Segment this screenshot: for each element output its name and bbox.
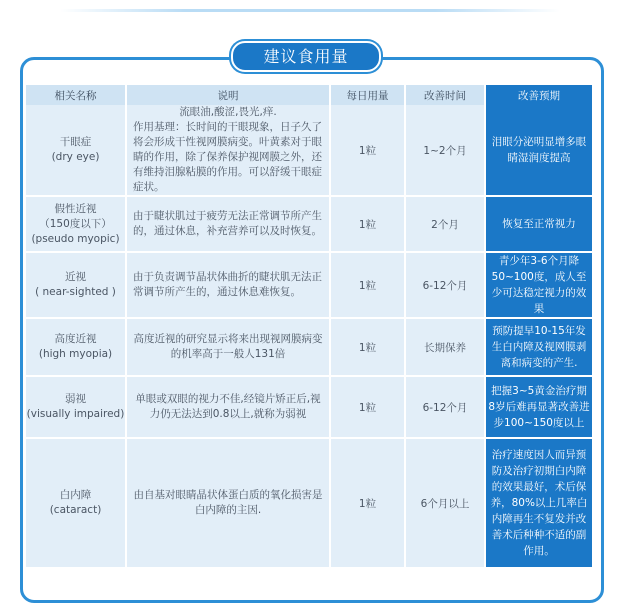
header-expected-effect: 改善预期 [485,85,592,105]
condition-name-cell [26,252,126,318]
header-daily-dose: 每日用量 [330,85,405,105]
header-description: 说明 [126,85,330,105]
expected-effect-cell: 泪眼分泌明显增多眼睛湿润度提高 [485,105,592,196]
section-title: 建议食用量 [231,41,381,72]
daily-dose-cell: 1粒 [330,318,405,376]
description-line: 由自基对眼睛晶状体蛋白质的氧化损害是白内障的主因. [133,489,323,516]
condition-name-en: (high myopia) [38,348,113,360]
table-row [26,105,592,196]
dosage-table [26,85,592,569]
condition-name-cn-note: （150度以下） [39,217,112,230]
improve-time-cell: 6-12个月 [405,376,485,438]
daily-dose-cell: 1粒 [330,376,405,438]
description-line: 单眼或双眼的视力不佳,经镜片矫正后,视力仍无法达到0.8以上,就称为弱视 [135,393,321,420]
condition-name-cell [26,318,126,376]
description-line: 高度近视的研究显示将来出现视网膜病变的机率高于一般人131倍 [133,333,323,360]
description-line: 作用基理：长时间的干眼现象，日子久了将会形成干性视网膜病变。叶黄素对于眼睛的作用，除了保养保护视网膜之外，还有维持泪腺粘膜的作用。可以舒缓干眼症症状。 [133,121,322,193]
table-row [26,252,592,318]
description-cell [126,105,330,196]
description-cell [126,196,330,252]
expected-effect-cell: 恢复至正常视力 [485,196,592,252]
daily-dose-cell: 1粒 [330,105,405,196]
condition-name-cn: 近视 [65,271,86,283]
improve-time-cell: 1~2个月 [405,105,485,196]
description-line: 由于负责调节晶状体曲折的睫状肌无法正常调节所产生的，通过休息难恢复。 [133,271,322,298]
condition-name-cn: 假性近视 [54,202,97,215]
improve-time-cell: 2个月 [405,196,485,252]
table-header-row [26,85,592,105]
condition-name-en: (dry eye) [51,151,100,163]
condition-name-cell [26,438,126,568]
table-row [26,196,592,252]
top-decorative-line [60,9,560,12]
improve-time-cell: 长期保养 [405,318,485,376]
condition-name-cn: 干眼症 [59,136,92,148]
condition-name-en: ( near-sighted ) [35,286,116,298]
description-line: 由于睫状肌过于疲劳无法正常调节所产生的，通过休息，补充营养可以及时恢复。 [133,210,322,237]
daily-dose-cell: 1粒 [330,196,405,252]
header-improve-time: 改善时间 [405,85,485,105]
daily-dose-cell: 1粒 [330,438,405,568]
expected-effect-cell: 青少年3-6个月降50~100度，成人至少可达稳定视力的效果 [485,252,592,318]
condition-name-cn: 弱视 [65,393,86,405]
description-cell [126,318,330,376]
description-line: 流眼油,酸涩,畏光,痒. [179,106,277,118]
description-cell [126,252,330,318]
description-cell [126,438,330,568]
expected-effect-cell: 治疗速度因人而异预防及治疗初期白内障的效果最好，术后保养，80%以上几率白内障再生不复发并改善术后种种不适的副作用。 [485,438,592,568]
table-row [26,376,592,438]
table-row [26,318,592,376]
description-cell [126,376,330,438]
condition-name-cell [26,376,126,438]
condition-name-cell [26,196,126,252]
condition-name-en: (visually impaired) [26,408,125,420]
condition-name-cn: 高度近视 [54,333,97,345]
expected-effect-cell: 预防提早10-15年发生白内障及视网膜剥离和病变的产生. [485,318,592,376]
condition-name-en: (cataract) [49,504,102,516]
header-name: 相关名称 [26,85,126,105]
improve-time-cell: 6个月以上 [405,438,485,568]
expected-effect-cell: 把握3~5黄金治疗期8岁后难再显著改善进步100~150度以上 [485,376,592,438]
improve-time-cell: 6-12个月 [405,252,485,318]
condition-name-cn: 白内障 [59,489,92,501]
condition-name-cell [26,105,126,196]
condition-name-en: (pseudo myopic) [31,232,120,245]
table-row [26,438,592,568]
daily-dose-cell: 1粒 [330,252,405,318]
